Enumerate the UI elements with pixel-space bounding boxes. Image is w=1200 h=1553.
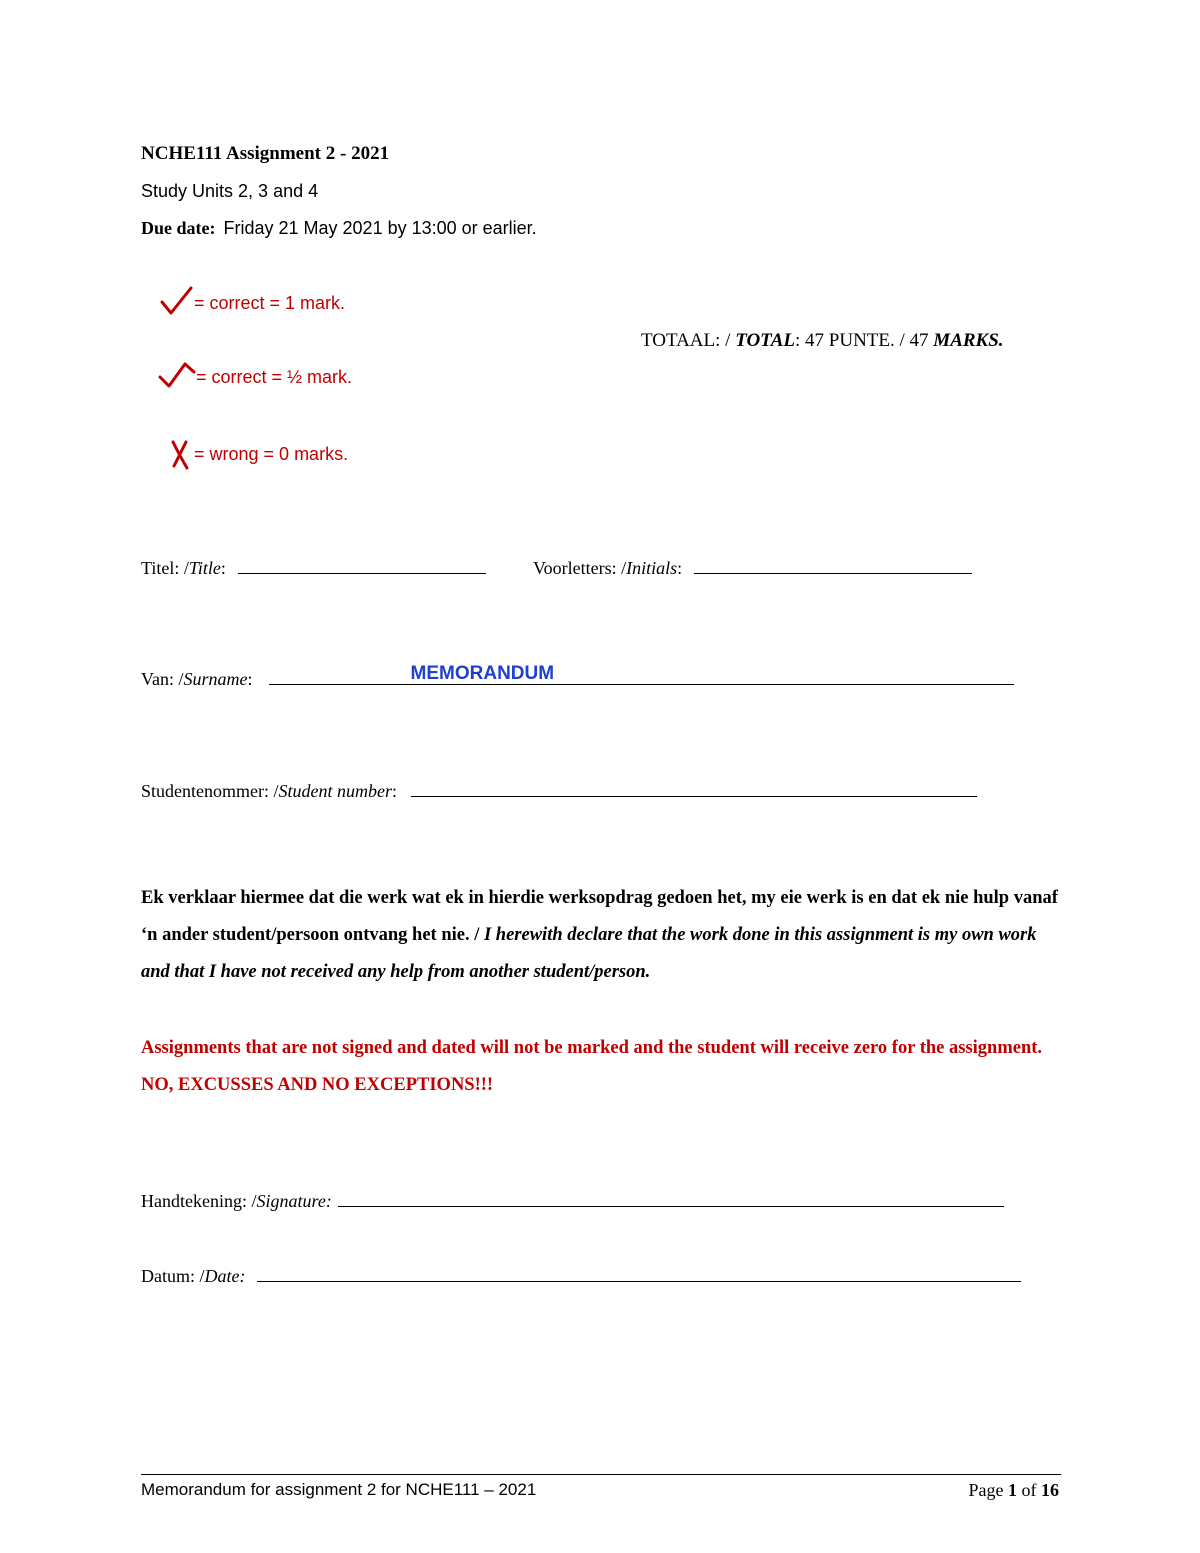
page-of-word: of bbox=[1017, 1480, 1041, 1500]
title-field bbox=[141, 553, 486, 579]
legend-full-mark-text: = correct = 1 mark. bbox=[194, 292, 346, 313]
signature-label-af: Handtekening: / bbox=[141, 1191, 257, 1211]
surname-label-en: Surname bbox=[183, 669, 248, 689]
date-field bbox=[141, 1261, 1021, 1287]
title-label-af: Titel: / bbox=[141, 558, 189, 578]
cross-icon bbox=[168, 438, 194, 470]
total-label-af: TOTAAL: / bbox=[641, 330, 736, 351]
student-number-input-line[interactable] bbox=[411, 776, 977, 797]
warning-text: Assignments that are not signed and dated will not be marked and the student will receive zero for the assignment. NO, EXCUSSES AND NO EXCEPTIONS!!! bbox=[141, 1038, 1043, 1095]
initials-label-af: Voorletters: / bbox=[533, 558, 627, 578]
declaration-afrikaans: Ek verklaar hiermee dat die werk wat ek in hierdie werksopdrag gedoen het, my eie werk is en dat ek nie hulp vanaf ‘n ander student/persoon ontvang het nie. / bbox=[141, 888, 1058, 945]
study-units: Study Units 2, 3 and 4 bbox=[141, 181, 319, 201]
legend-wrong bbox=[168, 438, 348, 470]
footer-divider bbox=[141, 1474, 1061, 1475]
signature-input-line[interactable] bbox=[338, 1186, 1004, 1207]
legend-half-mark-text: = correct = ½ mark. bbox=[196, 366, 353, 387]
student-colon: : bbox=[391, 781, 397, 801]
page-total: 16 bbox=[1041, 1480, 1059, 1500]
page-word: Page bbox=[968, 1480, 1008, 1500]
check-icon bbox=[158, 286, 194, 320]
declaration-text bbox=[141, 880, 1061, 991]
due-date-value: Friday 21 May 2021 by 13:00 or earlier. bbox=[223, 218, 537, 238]
total-label-en: TOTAL bbox=[735, 330, 796, 351]
date-label-af: Datum: / bbox=[141, 1266, 205, 1286]
date-input-line[interactable] bbox=[257, 1261, 1021, 1282]
total-value: : 47 PUNTE. / 47 bbox=[795, 330, 934, 351]
surname-colon: : bbox=[247, 669, 253, 689]
page-current: 1 bbox=[1008, 1480, 1017, 1500]
initials-label-en: Initials bbox=[626, 558, 678, 578]
half-check-icon bbox=[158, 360, 196, 394]
student-label-en: Student number bbox=[278, 781, 392, 801]
page-number bbox=[969, 1480, 1060, 1501]
date-label-en: Date: bbox=[204, 1266, 246, 1286]
document-title: NCHE111 Assignment 2 - 2021 bbox=[141, 143, 390, 164]
due-date bbox=[141, 218, 537, 239]
legend-wrong-text: = wrong = 0 marks. bbox=[194, 443, 349, 464]
surname-input-line[interactable] bbox=[269, 664, 1014, 685]
signature-label-en: Signature: bbox=[256, 1191, 332, 1211]
initials-colon: : bbox=[677, 558, 683, 578]
declaration-english: I herewith declare that the work done in this assignment is my own work and that I have not received any help from another student/person. bbox=[141, 925, 1037, 982]
footer-text: Memorandum for assignment 2 for NCHE111 – 2021 bbox=[141, 1480, 537, 1499]
surname-value: MEMORANDUM bbox=[410, 663, 555, 684]
total-marks-en: MARKS. bbox=[933, 330, 1004, 351]
legend-half-mark bbox=[158, 360, 352, 394]
surname-label-af: Van: / bbox=[141, 669, 184, 689]
due-date-label: Due date: bbox=[141, 218, 216, 238]
student-label-af: Studentenommer: / bbox=[141, 781, 279, 801]
title-colon: : bbox=[220, 558, 226, 578]
title-label-en: Title bbox=[188, 558, 221, 578]
signature-field bbox=[141, 1186, 1004, 1212]
total-marks bbox=[641, 330, 1004, 352]
student-number-field bbox=[141, 776, 977, 802]
surname-field bbox=[141, 664, 1014, 690]
initials-input-line[interactable] bbox=[694, 553, 972, 574]
legend-full-mark bbox=[158, 286, 345, 320]
title-input-line[interactable] bbox=[238, 553, 486, 574]
initials-field bbox=[533, 553, 972, 579]
